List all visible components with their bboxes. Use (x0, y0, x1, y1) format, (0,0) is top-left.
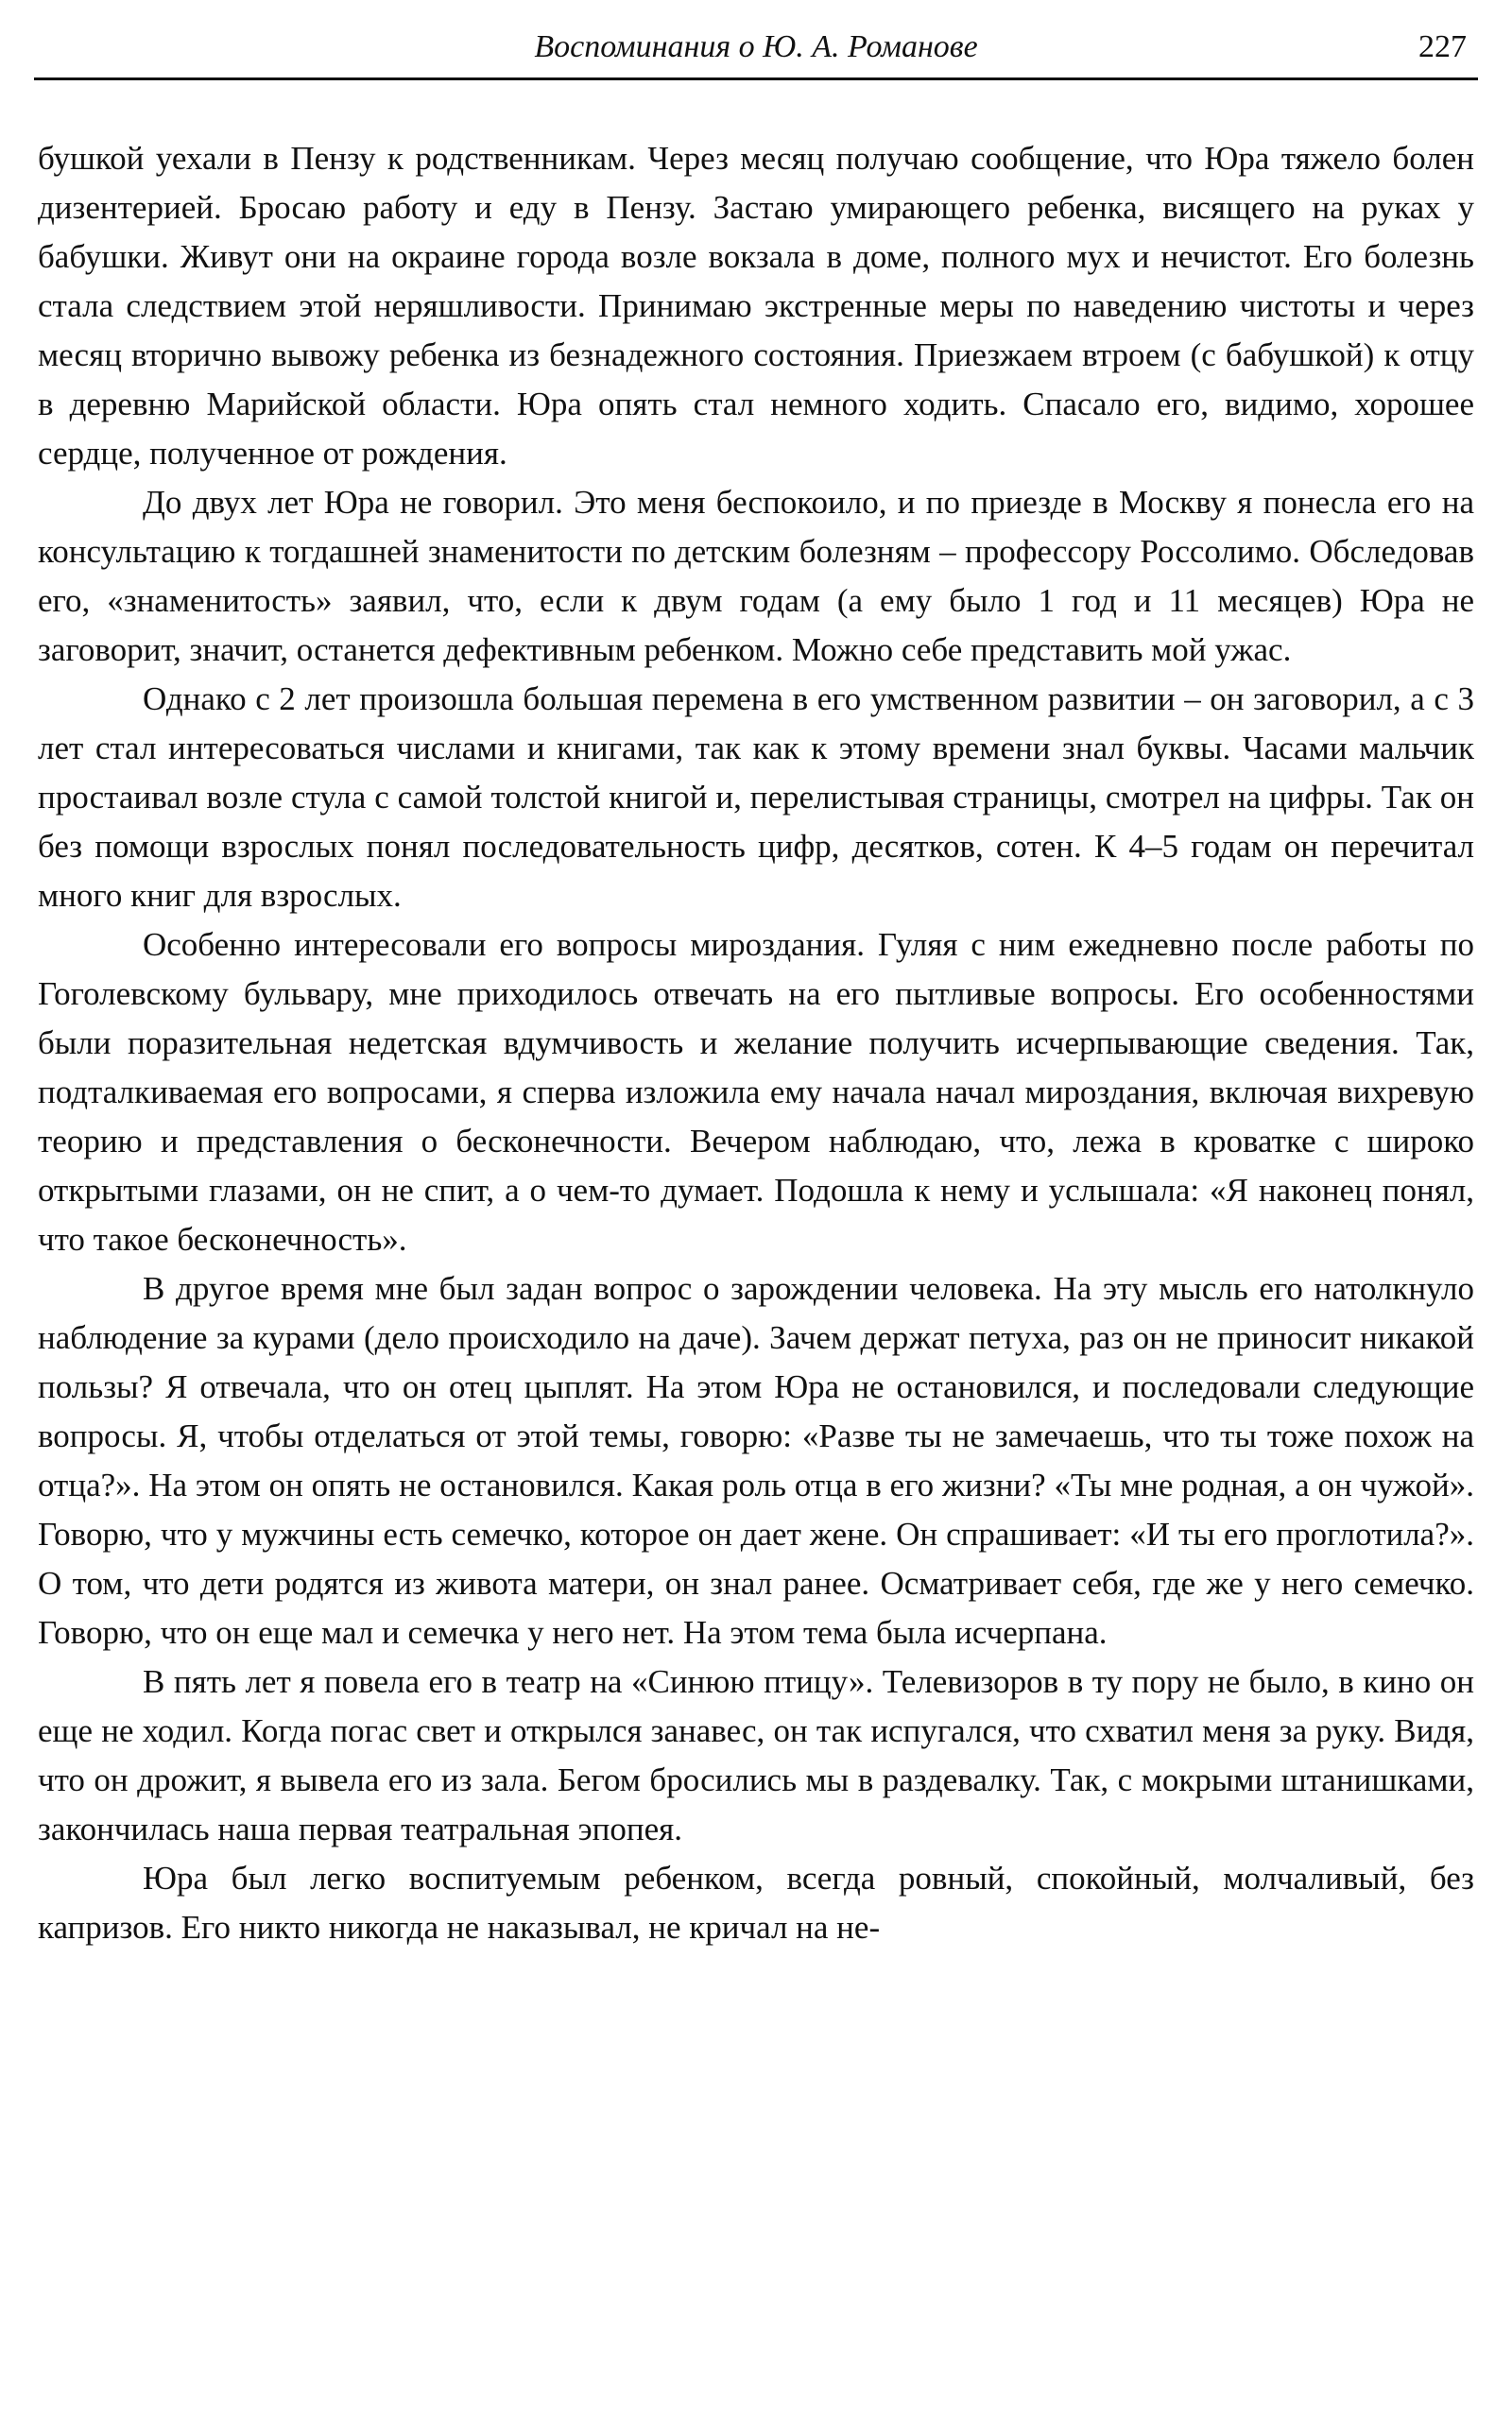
running-header-title: Воспоминания о Ю. А. Романове (534, 29, 978, 64)
page-number: 227 (1418, 29, 1467, 64)
paragraph-continued: бушкой уехали в Пензу к родственникам. Через месяц получаю сообщение, что Юра тяжело болен дизентерией. Бросаю работу и еду в Пензу. Застаю умирающего ребенка, висящего на руках у бабушки. Живут они на окраине города возле вокзала в доме, полного мух и нечистот. Его болезнь стала следствием этой неряшливости. Принимаю экстренные меры по наведению чистоты и через месяц вторично вывожу ребенка из безнадежного состояния. Приезжаем втроем (с бабушкой) к отцу в деревню Марийской области. Юра опять стал немного ходить. Спасало его, видимо, хорошее сердце, полученное от рождения. (38, 140, 1474, 472)
paragraph: Особенно интересовали его вопросы мироздания. Гуляя с ним ежедневно после работы по Гоголевскому бульвару, мне приходилось отвечать на его пытливые вопросы. Его особенностями были поразительная недетская вдумчивость и желание получить исчерпывающие сведения. Так, подталкиваемая его вопросами, я сперва изложила ему начала начал мироздания, включая вихревую теорию и представления о бесконечности. Вечером наблюдаю, что, лежа в кроватке с широко открытыми глазами, он не спит, а о чем-то думает. Подошла к нему и услышала: «Я наконец понял, что такое бесконечность». (38, 926, 1474, 1258)
paragraph-continues: Юра был легко воспитуемым ребенком, всегда ровный, спокойный, молчаливый, без капризов. Его никто никогда не наказывал, не кричал на не- (38, 1860, 1474, 1946)
body-text (38, 134, 1474, 1952)
header-rule (34, 77, 1478, 80)
book-page (34, 21, 1478, 1946)
paragraph: В пять лет я повела его в театр на «Синюю птицу». Телевизоров в ту пору не было, в кино он еще не ходил. Когда погас свет и открылся занавес, он так испугался, что схватил меня за руку. Видя, что он дрожит, я вывела его из зала. Бегом бросились мы в раздевалку. Так, с мокрыми штанишками, закончилась наша первая театральная эпопея. (38, 1663, 1474, 1847)
paragraph: Однако с 2 лет произошла большая перемена в его умственном развитии – он заговорил, а с 3 лет стал интересоваться числами и книгами, так как к этому времени знал буквы. Часами мальчик простаивал возле стула с самой толстой книгой и, перелистывая страницы, смотрел на цифры. Так он без помощи взрослых понял последовательность цифр, десятков, сотен. К 4–5 годам он перечитал много книг для взрослых. (38, 680, 1474, 914)
paragraph: В другое время мне был задан вопрос о зарождении человека. На эту мысль его натолкнуло наблюдение за курами (дело происходило на даче). Зачем держат петуха, раз он не приносит никакой пользы? Я отвечала, что он отец цыплят. На этом Юра не остановился, и последовали следующие вопросы. Я, чтобы отделаться от этой темы, говорю: «Разве ты не замечаешь, что ты тоже похож на отца?». На этом он опять не остановился. Какая роль отца в его жизни? «Ты мне родная, а он чужой». Говорю, что у мужчины есть семечко, которое он дает жене. Он спрашивает: «И ты его проглотила?». О том, что дети родятся из живота матери, он знал ранее. Осматривает себя, где же у него семечко. Говорю, что он еще мал и семечка у него нет. На этом тема была исчерпана. (38, 1270, 1474, 1651)
paragraph: До двух лет Юра не говорил. Это меня беспокоило, и по приезде в Москву я понесла его на консультацию к тогдашней знаменитости по детским болезням – профессору Россолимо. Обследовав его, «знаменитость» заявил, что, если к двум годам (а ему было 1 год и 11 месяцев) Юра не заговорит, значит, останется дефективным ребенком. Можно себе представить мой ужас. (38, 484, 1474, 668)
running-header (34, 21, 1478, 74)
